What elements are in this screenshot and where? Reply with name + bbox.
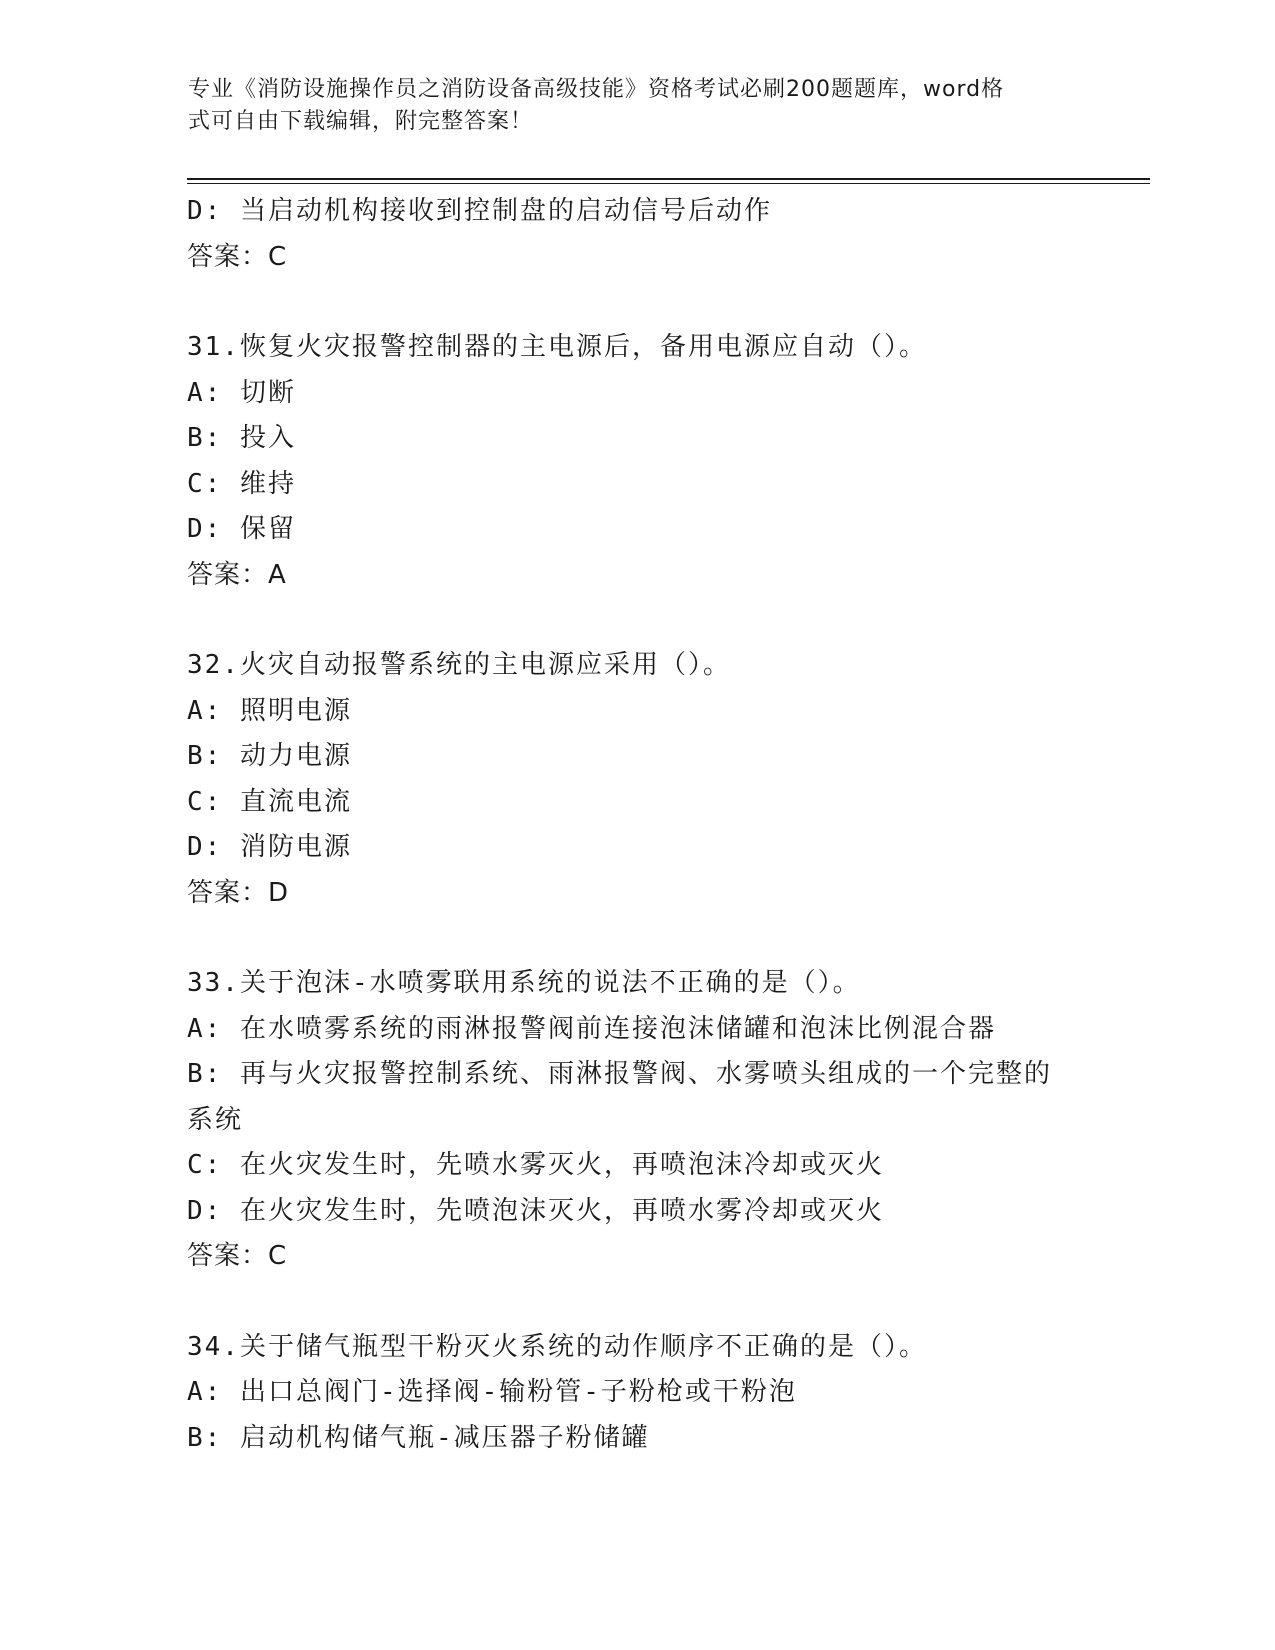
option-b-continued: 系统	[187, 1104, 244, 1135]
previous-question-tail	[187, 189, 1087, 280]
spacer	[187, 598, 1087, 643]
header-line-1: 专业《消防设施操作员之消防设备高级技能》资格考试必刷200题题库，word格	[188, 77, 1005, 102]
question-stem: 31.恢复火灾报警控制器的主电源后，备用电源应自动（）。	[187, 332, 927, 362]
answer: 答案：A	[187, 559, 287, 590]
spacer	[187, 916, 1087, 961]
header-line-2: 式可自由下载编辑，附完整答案！	[188, 109, 534, 134]
option-d: D: 消防电源	[187, 832, 352, 862]
question-31	[187, 325, 1087, 598]
option-d: D: 在火灾发生时，先喷泡沫灭火，再喷水雾冷却或灭火	[187, 1195, 884, 1226]
document-header	[188, 74, 1088, 138]
option-d: D: 当启动机构接收到控制盘的启动信号后动作	[187, 196, 772, 226]
option-a: A: 切断	[187, 377, 296, 408]
question-stem: 34.关于储气瓶型干粉灭火系统的动作顺序不正确的是（）。	[187, 1331, 927, 1362]
question-32	[187, 643, 1087, 916]
question-stem: 33.关于泡沫-水喷雾联用系统的说法不正确的是（）。	[187, 968, 861, 998]
answer: 答案：C	[187, 241, 288, 272]
option-a: A: 出口总阀门-选择阀-输粉管-子粉枪或干粉泡	[187, 1377, 797, 1407]
option-b: B: 再与火灾报警控制系统、雨淋报警阀、水雾喷头组成的一个完整的	[187, 1059, 1052, 1089]
header-divider-thick	[187, 178, 1150, 180]
option-a: A: 照明电源	[187, 695, 352, 726]
option-b: B: 启动机构储气瓶-减压器子粉储罐	[187, 1422, 650, 1453]
option-c: C: 维持	[187, 468, 296, 499]
question-list	[187, 189, 1087, 1461]
question-33	[187, 961, 1087, 1280]
header-divider-thin	[187, 183, 1150, 184]
option-c: C: 在火灾发生时，先喷水雾灭火，再喷泡沫冷却或灭火	[187, 1150, 884, 1180]
answer: 答案：D	[187, 877, 290, 908]
question-stem: 32.火灾自动报警系统的主电源应采用（）。	[187, 650, 731, 680]
option-d: D: 保留	[187, 514, 296, 544]
spacer	[187, 1280, 1087, 1325]
question-34	[187, 1325, 1087, 1462]
option-b: B: 动力电源	[187, 741, 352, 771]
spacer	[187, 280, 1087, 325]
option-b: B: 投入	[187, 423, 296, 453]
answer: 答案：C	[187, 1241, 288, 1271]
option-c: C: 直流电流	[187, 786, 352, 817]
option-a: A: 在水喷雾系统的雨淋报警阀前连接泡沫储罐和泡沫比例混合器	[187, 1013, 996, 1044]
